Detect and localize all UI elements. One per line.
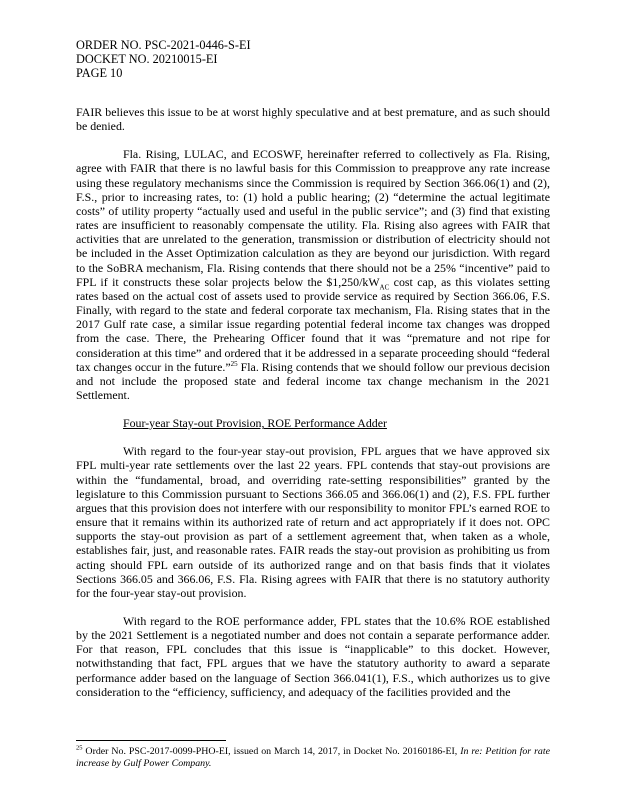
paragraph-fair-conclusion: FAIR believes this issue to be at worst highly speculative and at best premature, and as such should be denied.: [76, 105, 550, 134]
docket-number: DOCKET NO. 20210015-EI: [76, 52, 218, 67]
order-number: ORDER NO. PSC-2021-0446-S-EI: [76, 38, 251, 52]
paragraph-text: Fla. Rising, LULAC, and ECOSWF, hereinafter referred to collectively as Fla. Rising, agree with FAIR that there is no lawful basis for this Commission to preapprove any rate increase using these regulatory mechanisms since the Commission is required by Section 366.06(1) and (2), F.S., prior to increasing rates, to: (1) hold a public hearing; (2) “determine the actual legitimate costs” of utility property “actually used and useful in the public service”; and (3) find that existing rates are insufficient to reasonably compensate the utility. Fla. Rising also agrees with FAIR that activities that are unrelated to the generation, transmission or distribution of electricity should not be included in the Asset Optimization calculation as they are beyond our jurisdiction. With regard to the SoBRA mechanism, Fla. Rising contends that there should not be a 25% “incentive” paid to FPL if it constructs these solar projects below the $1,250/kW: [76, 147, 550, 289]
paragraph-text: cost cap, as this violates setting rates based on the actual cost of assets used to provide service as required by Section 366.06, F.S. Finally, with regard to the state and federal corporate tax mechanism, Fla. Rising states that in the 2017 Gulf rate case, a similar issue regarding potential federal income tax changes was dropped from the case. There, the Prehearing Officer found that it was “premature and not ripe for consideration at this time” and ordered that it be addressed in a separate proceeding should “federal tax changes occur in the future.”: [76, 274, 550, 374]
paragraph-stay-out: With regard to the four-year stay-out provision, FPL argues that we have approved six FPL multi-year rate settlements over the last 22 years. FPL contends that stay-out provisions are within the “fundamental, broad, and overriding rate-setting responsibilities” granted by the legislature to this Commission pursuant to Sections 366.05 and 366.06(1) and (2), F.S. FPL further argues that this provision does not interfere with our responsibility to monitor FPL’s earned ROE to ensure that it remains within its authorized rate of return and act appropriately if it does not. OPC supports the stay-out provision as part of a settlement agreement that, when taken as a whole, establishes fair, just, and reasonable rates. FAIR reads the stay-out provision as prohibiting us from acting should FPL earn outside of its authorized range and on that basis finds that it violates Sections 366.05 and 366.06, F.S. Fla. Rising agrees with FAIR that there is no statutory authority for the four-year stay-out provision.: [76, 444, 550, 600]
footnote-text: Order No. PSC-2017-0099-PHO-EI, issued on March 14, 2017, in Docket No. 20160186-EI,: [82, 746, 461, 757]
section-heading: [76, 416, 550, 430]
page-number: PAGE 10: [76, 66, 123, 81]
section-heading-text: Four-year Stay-out Provision, ROE Performance Adder: [123, 416, 387, 431]
footnote: [76, 746, 550, 769]
footnote-case-title: In re: Petition for rate increase by Gulf Power Company.: [76, 746, 550, 769]
paragraph-text: Fla. Rising contends that we should follow our previous decision and not include the proposed state and federal income tax change mechanism in the 2021 Settlement.: [76, 359, 550, 402]
page-header: [76, 38, 251, 81]
footnote-reference[interactable]: 25: [230, 359, 238, 368]
footnote-number: 25: [76, 744, 83, 752]
unit-subscript: AC: [379, 283, 390, 292]
document-body: [76, 105, 550, 713]
paragraph-fla-rising: [76, 147, 550, 402]
paragraph-roe-adder: With regard to the ROE performance adder, FPL states that the 10.6% ROE established by the 2021 Settlement is a negotiated number and does not contain a separate performance adder. For that reason, FPL concludes that this issue is “inapplicable” to this docket. However, notwithstanding that fact, FPL argues that we have the statutory authority to award a separate performance adder based on the language of Section 366.041(1), F.S., which authorizes us to give consideration to the “efficiency, sufficiency, and adequacy of the facilities provided and the: [76, 614, 550, 699]
footnote-divider: [76, 740, 226, 741]
